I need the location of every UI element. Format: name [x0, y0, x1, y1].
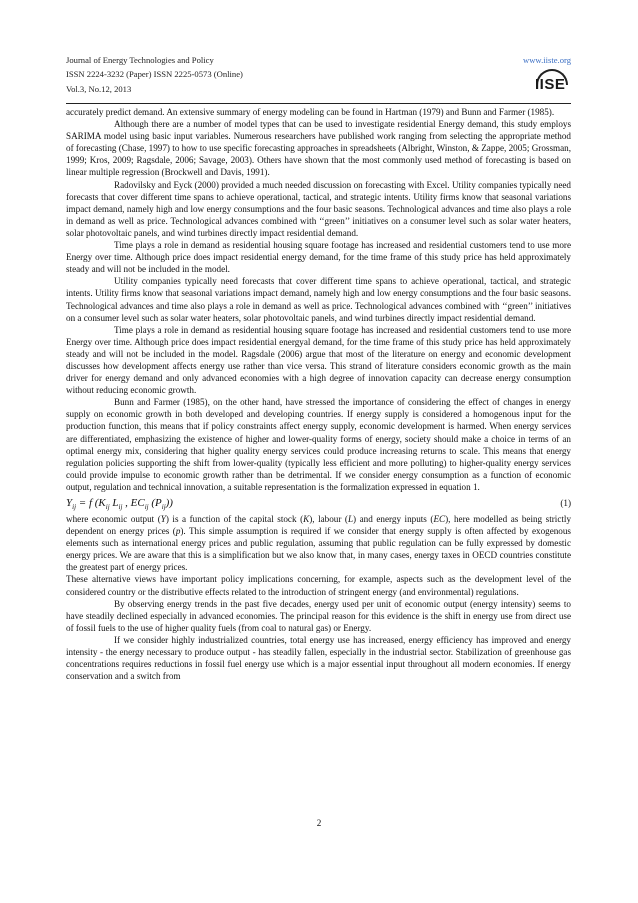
logo-text: IISE: [535, 76, 566, 93]
eq-subscript: ij: [118, 503, 123, 512]
eq-close: )): [165, 497, 173, 509]
paragraph: Utility companies typically need forecasts that cover different time spans to achieve operational, tactical, and strategic intents. Utility firms know that seasonal variations impact demand, namely high and low energy consumptions and the four basic seasons. Technological advances and time also plays a role in demand as well as price. Technological advances combined with ‘‘green’’ initiatives on a consumer level such as solar water heaters, solar photovoltaic panels, and wind turbines directly impact residential demand.: [66, 276, 571, 323]
volume-line: Vol.3, No.12, 2013: [66, 83, 132, 94]
paragraph: Bunn and Farmer (1985), on the other hand, have stressed the importance of considering the effect of changes in energy supply on economic growth in both developed and developing countries. If energy supply is considered a homogenous input for the production function, this means that if policy constraints affect energy supply, economic development is harmed. When energy services are differentiated, emphasizing the existence of higher and lower-quality forms of energy, society should make a choice in terms of an optimal energy mix, considering that higher quality energy services could produce increasing returns to scale. This means that energy regulation policies supporting the shift from lower-quality (typically less efficient and more polluting) to higher-quality energy services could provide impulse to economic growth rather than be detrimental. If we consider energy consumption as a function of economic output, regulation and technical innovation, a suitable representation is the formalization expressed in equation 1.: [66, 397, 571, 492]
paragraph: By observing energy trends in the past five decades, energy used per unit of economic output (energy intensity) seems to have steadily declined especially in advanced economies. The principal reason for this evidence is the shift in energy use from direct use of fossil fuels to the use of higher quality fuels (from coal to natural gas) or Energy.: [66, 598, 571, 633]
paragraph: accurately predict demand. An extensive summary of energy modeling can be found in Hartman (1979) and Bunn and Farmer (1985).: [66, 107, 555, 117]
iiste-logo: [533, 69, 569, 95]
journal-url-link[interactable]: www.iiste.org: [523, 55, 571, 65]
eq-function: = f (K: [76, 497, 106, 509]
article-body: [66, 106, 571, 682]
paragraph: where economic output (Y) is a function of the capital stock (K), labour (L) and energy inputs (EC), here modelled as being strictly dependent on energy prices (p). This simple assumption is required if we consider that energy supply is often affected by exogenous elements such as international energy prices and public regulation, assuming that public regulation can be fully expressed by domestic energy prices. We are aware that this is a simplification but we also know that, in many cases, energy taxes in OECD countries constitute the greatest part of energy prices.: [66, 514, 572, 573]
paragraph: Although there are a number of model types that can be used to investigate residential Energy demand, this study employs SARIMA model using basic input variables. Numerous researchers have published work ranging from selecting the appropriate method of forecasting (Chase, 1997) to how to use specific forecasting approaches in spreadsheets (Albright, Winston, & Zappe, 2005; Grossman, 1999; Kros, 2009; Ragsdale, 2006; Savage, 2003). Others have shown that the most commonly used method of forecasting is based on linear multiple regression (Brockwell and Davis, 1991).: [66, 119, 571, 178]
equation-1: [66, 494, 571, 512]
issn-line: ISSN 2224-3232 (Paper) ISSN 2225-0573 (Online): [66, 69, 243, 80]
eq-subscript: ij: [72, 503, 77, 512]
journal-title: Journal of Energy Technologies and Policy: [66, 55, 214, 65]
page-number: 2: [316, 818, 322, 828]
eq-energy: , EC: [122, 497, 145, 509]
eq-labour: L: [109, 497, 119, 509]
eq-subscript: ij: [105, 503, 110, 512]
page-header: [66, 53, 571, 101]
paragraph: Radovilsky and Eyck (2000) provided a much needed discussion on forecasting with Excel. Utility companies typically need forecasts that cover different time spans to achieve operational, tactical, and strategic intents. Utility firms know that seasonal variations impact demand, namely high and low energy consumptions and the four basic seasons. Technological advances and time also plays a role in demand as well as price. Technological advances combined with ‘‘green’’ initiatives on a consumer level such as solar water heaters, solar photovoltaic panels, and wind turbines directly impact residential demand.: [66, 179, 571, 238]
paragraph: Time plays a role in demand as residential housing square footage has increased and residential customers tend to use more Energy over time. Although price does impact residential energy demand, for the time frame of this study price has held approximately steady and will not be included in the model.: [66, 240, 571, 275]
paragraph: If we consider highly industrialized countries, total energy use has increased, energy efficiency has improved and energy intensity - the energy necessary to produce output - has steadily fallen, especially in the industrial sector. Stabilization of greenhouse gas concentrations requires reductions in fossil fuel energy use which is a major essential input throughout all modern economies. If energy conservation and a switch from: [66, 634, 571, 682]
equation-number: (1): [560, 498, 571, 508]
paragraph: These alternative views have important policy implications concerning, for example, aspects such as the development level of the considered country or the distributive effects related to the introduction of stringent energy (and environmental) regulations.: [66, 574, 571, 597]
eq-lhs: Y: [66, 497, 73, 509]
eq-price: (P: [148, 497, 162, 509]
eq-subscript: ij: [161, 503, 166, 512]
paragraph: Time plays a role in demand as residential housing square footage has increased and residential customers tend to use more Energy over time. Although price does impact residential energyal demand, for the time frame of this study price has held approximately steady and will not be included in the model. Ragsdale (2006) argue that most of the literature on energy and economic development discusses how development affects energy use rather than vice versa. This strand of literature considers economic growth as the main driver for energy demand and only advanced economies with a high degree of innovation capacity can decrease energy consumption without reducing economic growth.: [66, 324, 571, 396]
header-divider: [66, 103, 571, 104]
eq-subscript: ij: [144, 503, 149, 512]
